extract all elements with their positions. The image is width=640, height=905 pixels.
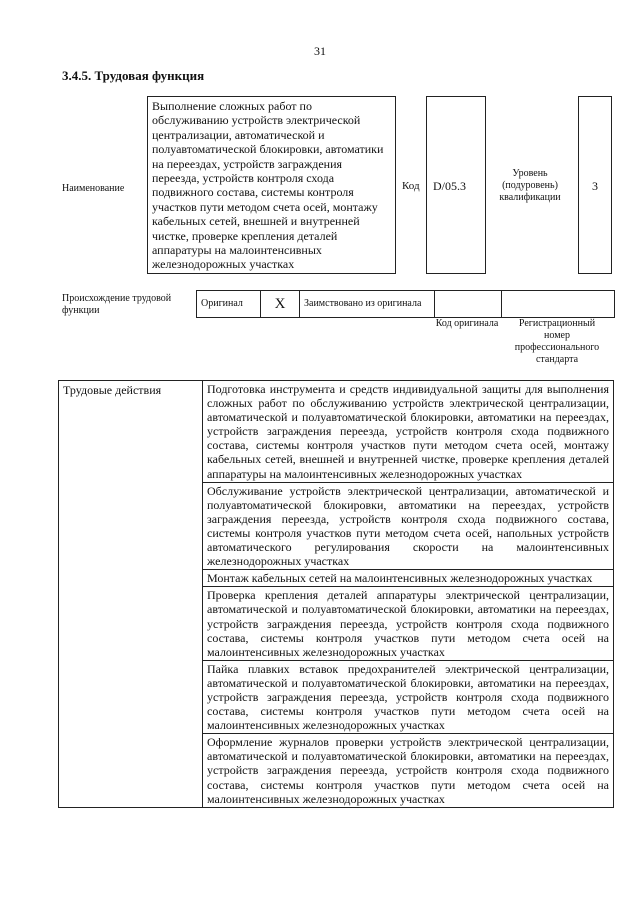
labor-actions-table: [58, 380, 614, 808]
labor-action-item: Обслуживание устройств электрической централизации, автоматической и полуавтоматической блокировки, автоматики на переездах, устройств заграждения переезда, устройств контроля схода подвижного состава, системы контроля участков пути методом счета осей, напольных устройств автоматического регулирования скорости на малоинтенсивных железнодорожных участках: [203, 482, 614, 570]
labor-action-item: Монтаж кабельных сетей на малоинтенсивных железнодорожных участках: [203, 570, 614, 587]
labor-actions-label: Трудовые действия: [63, 383, 162, 397]
original-label: Оригинал: [201, 298, 243, 309]
original-mark: X: [274, 296, 286, 312]
code-original-caption: Код оригинала: [435, 318, 499, 329]
qualification-level-label: Уровень (подуровень) квалификации: [499, 168, 561, 203]
borrowed-label: Заимствовано из оригинала: [304, 298, 422, 309]
code-label: Код: [402, 180, 420, 192]
function-name-text: Выполнение сложных работ по обслуживанию устройств электрической централизации, автоматической и полуавтоматической блокировки, автоматики на переездах, устройств заграждения переезда, устройств контроля схода подвижного состава, системы контроля участков пути методом счета осей, монтажу кабельных сетей, внешней и внутренней чистке, проверке крепления деталей аппаратуры на малоинтенсивных железнодорожных участках: [152, 99, 384, 272]
origin-label: Происхождение трудовой функции: [62, 293, 172, 316]
code-box: [426, 96, 486, 274]
qualification-level-box: [578, 96, 612, 274]
code-value: D/05.3: [433, 179, 466, 193]
labor-action-item: Подготовка инструмента и средств индивидуальной защиты для выполнения сложных работ по обслуживанию устройств электрической централизации, автоматической и полуавтоматической блокировки, автоматики на переездах, устройств заграждения переезда, устройств контроля схода подвижного состава, системы контроля участков пути методом счета осей, монтажу кабельных сетей, внешней и внутренней чистке, проверке крепления деталей аппаратуры на малоинтенсивных железнодорожных участках: [203, 381, 614, 483]
name-label: Наименование: [62, 183, 125, 194]
labor-action-item: Проверка крепления деталей аппаратуры электрической централизации, автоматической и полуавтоматической блокировки, автоматики на переездах, устройств заграждения переезда, устройств контроля схода подвижного состава, системы контроля участков пути методом счета осей на малоинтенсивных железнодорожных участках: [203, 587, 614, 660]
reg-number-cell: [502, 291, 615, 318]
page-number: 31: [314, 44, 326, 58]
origin-table: [196, 290, 615, 318]
qualification-level-value: 3: [592, 179, 598, 193]
code-original-cell: [435, 291, 502, 318]
reg-number-caption: Регистрационный номер профессионального стандарта: [514, 318, 600, 365]
section-title: 3.4.5. Трудовая функция: [62, 68, 205, 83]
function-name-box: [147, 96, 396, 274]
labor-action-item: Оформление журналов проверки устройств электрической централизации, автоматической и полуавтоматической блокировки, автоматики на переездах, устройств заграждения переезда, устройств контроля схода подвижного состава, системы контроля участков пути методом счета осей на малоинтенсивных железнодорожных участках: [203, 734, 614, 807]
labor-action-item: Пайка плавких вставок предохранителей электрической централизации, автоматической и полуавтоматической блокировки, автоматики на переездах, устройств заграждения переезда, устройств контроля схода подвижного состава, системы контроля участков пути методом счета осей на малоинтенсивных железнодорожных участках: [203, 660, 614, 733]
